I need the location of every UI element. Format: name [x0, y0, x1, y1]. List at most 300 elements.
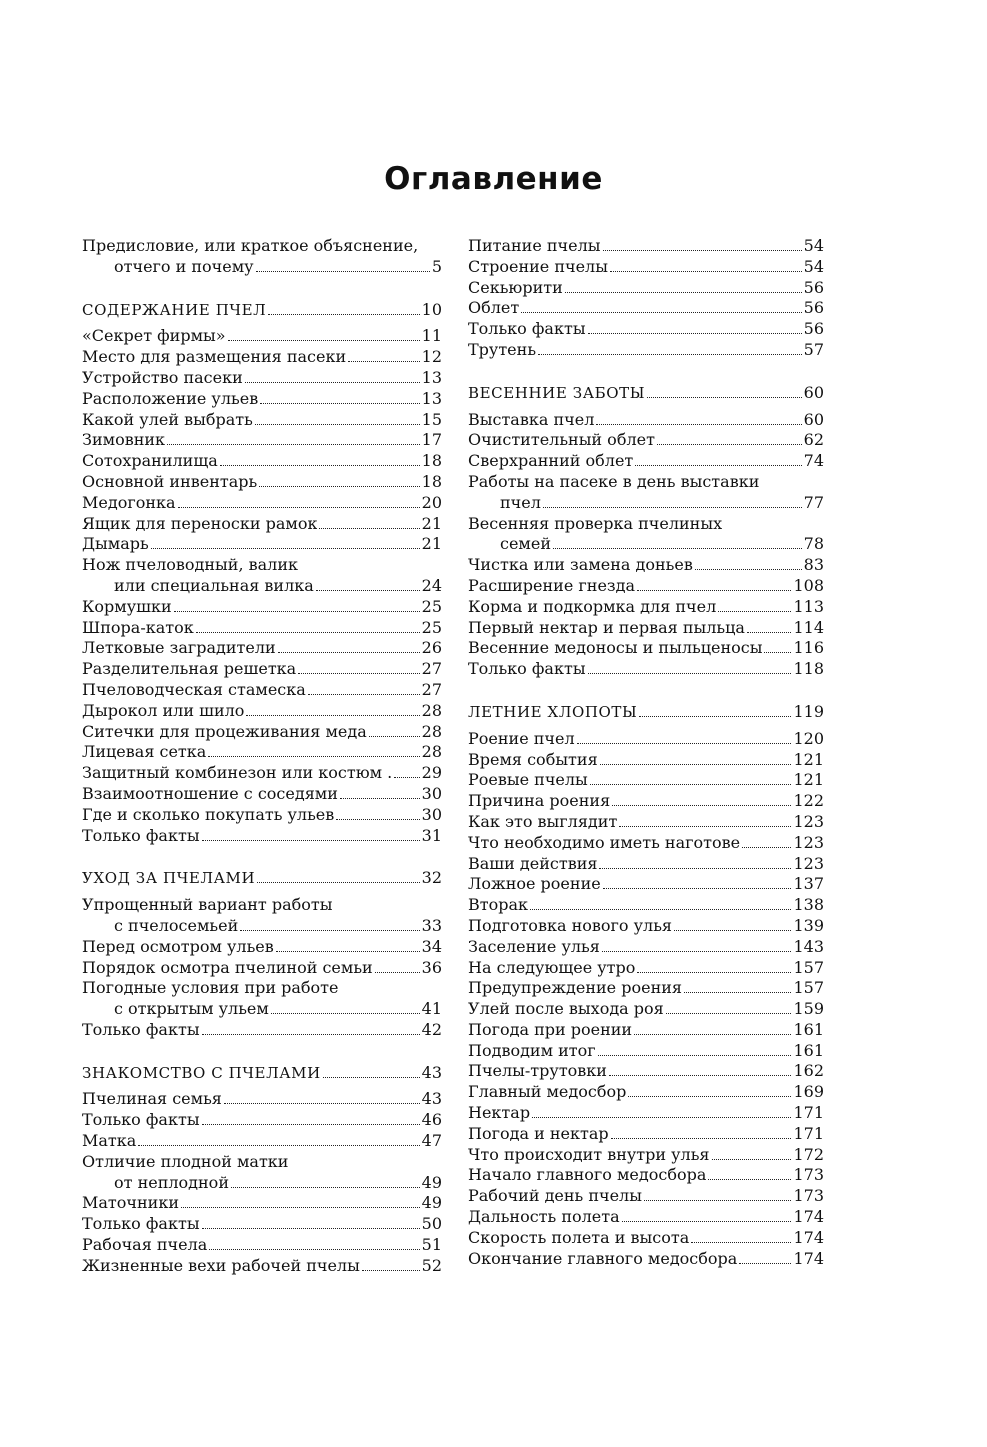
toc-entry-page: 161: [793, 1040, 824, 1060]
toc-entry-page: 77: [803, 492, 824, 512]
toc-section: [468, 383, 824, 680]
toc-entry[interactable]: [468, 812, 824, 833]
dot-leader: [718, 611, 791, 612]
toc-list: [468, 410, 824, 472]
toc-entry-title: Что необходимо иметь наготове: [468, 832, 741, 852]
dot-leader: [599, 868, 791, 869]
toc-list: [82, 1089, 442, 1151]
dot-leader: [635, 465, 801, 466]
toc-entry-page: 174: [793, 1248, 824, 1268]
dot-leader: [319, 528, 419, 529]
toc-entry[interactable]: [82, 680, 442, 701]
toc-entry-page: 83: [803, 555, 824, 575]
toc-entry[interactable]: [468, 978, 824, 999]
toc-entry-title: Выставка пчел: [468, 409, 595, 429]
toc-entry[interactable]: [468, 1020, 824, 1041]
toc-entry[interactable]: [82, 916, 442, 937]
toc-entry[interactable]: [82, 763, 442, 784]
toc-entry-title: Место для размещения пасеки: [82, 347, 347, 367]
toc-entry[interactable]: [82, 451, 442, 472]
dot-leader: [340, 798, 420, 799]
dot-leader: [220, 465, 420, 466]
toc-entry[interactable]: [468, 937, 824, 958]
toc-entry-page: 21: [421, 513, 442, 533]
toc-entry-title: Рабочий день пчелы: [468, 1186, 642, 1206]
toc-entry[interactable]: [82, 805, 442, 826]
toc-entry[interactable]: [82, 1214, 442, 1235]
toc-entry[interactable]: [468, 1082, 824, 1103]
toc-entry[interactable]: [468, 298, 824, 319]
toc-entry[interactable]: [82, 430, 442, 451]
section-page: 119: [793, 701, 824, 721]
toc-entry[interactable]: [468, 750, 824, 771]
dot-leader: [336, 819, 419, 820]
toc-entry[interactable]: [82, 257, 442, 278]
toc-entry[interactable]: [468, 1228, 824, 1249]
toc-entry-page: 13: [421, 367, 442, 387]
toc-entry-page: 169: [793, 1082, 824, 1102]
dot-leader: [708, 1179, 791, 1180]
toc-entry-title: Ложное роение: [468, 874, 601, 894]
toc-entry-title: Зимовник: [82, 430, 166, 450]
dot-leader: [174, 611, 420, 612]
dot-leader: [260, 403, 419, 404]
toc-entry-page: 27: [421, 659, 442, 679]
toc-entry-title: Как это выглядит: [468, 811, 618, 831]
dot-leader: [246, 715, 419, 716]
toc-entry-page: 54: [803, 256, 824, 276]
toc-entry-page: 108: [793, 575, 824, 595]
toc-entry[interactable]: [82, 534, 442, 555]
toc-section-continued: [468, 236, 824, 361]
toc-entry-page: 36: [421, 957, 442, 977]
toc-entry[interactable]: [82, 472, 442, 493]
dot-leader: [298, 673, 419, 674]
toc-entry-page: 18: [421, 451, 442, 471]
toc-list: [82, 1193, 442, 1276]
toc-entry-page: 49: [421, 1172, 442, 1192]
toc-entry-title: Подготовка нового улья: [468, 915, 672, 935]
dot-leader: [712, 1159, 792, 1160]
toc-entry-page: 123: [793, 832, 824, 852]
dot-leader: [394, 777, 419, 778]
toc-entry[interactable]: [82, 326, 442, 347]
toc-entry[interactable]: [82, 999, 442, 1020]
toc-entry-title: Устройство пасеки: [82, 367, 243, 387]
toc-entry-line[interactable]: Работы на пасеке в день выставки: [468, 471, 760, 491]
dot-leader: [637, 972, 791, 973]
toc-entry-page: 143: [793, 936, 824, 956]
dot-leader: [257, 882, 419, 883]
toc-entry[interactable]: [82, 1089, 442, 1110]
dot-leader: [538, 354, 802, 355]
dot-leader: [657, 444, 802, 445]
toc-entry[interactable]: [468, 555, 824, 576]
toc-entry[interactable]: [468, 319, 824, 340]
dot-leader: [209, 1249, 419, 1250]
toc-entry-title: Шпора-каток: [82, 617, 194, 637]
dot-leader: [208, 756, 419, 757]
toc-entry[interactable]: [82, 958, 442, 979]
toc-entry-line[interactable]: Нож пчеловодный, валик: [82, 555, 298, 575]
dot-leader: [609, 1075, 791, 1076]
toc-entry-title: Роение пчел: [468, 728, 575, 748]
dot-leader: [639, 716, 791, 717]
toc-entry[interactable]: [468, 638, 824, 659]
toc-entry-page: 52: [421, 1255, 442, 1275]
dot-leader: [739, 1263, 791, 1264]
toc-entry-title: Причина роения: [468, 791, 611, 811]
toc-entry-page: 116: [793, 638, 824, 658]
toc-entry[interactable]: [468, 1103, 824, 1124]
toc-entry-title: Только факты: [82, 1110, 200, 1130]
toc-entry-title: Летковые заградители: [82, 638, 276, 658]
toc-entry-page: 113: [793, 596, 824, 616]
dot-leader: [231, 1187, 420, 1188]
toc-entry-page: 56: [803, 319, 824, 339]
toc-entry-title: Корма и подкормка для пчел: [468, 596, 717, 616]
dot-leader: [695, 569, 802, 570]
toc-entry-title: Лицевая сетка: [82, 742, 207, 762]
dot-leader: [666, 1013, 792, 1014]
toc-entry-page: 46: [421, 1110, 442, 1130]
dot-leader: [611, 1138, 792, 1139]
toc-entry-title: Строение пчелы: [468, 256, 608, 276]
toc-entry-page: 47: [421, 1131, 442, 1151]
dot-leader: [600, 764, 792, 765]
toc-entry-title: Только факты: [468, 659, 586, 679]
toc-entry-line[interactable]: Весенняя проверка пчелиных: [468, 513, 723, 533]
toc-entry[interactable]: [468, 257, 824, 278]
toc-entry-title: Матка: [82, 1131, 137, 1151]
toc-entry-page: 56: [803, 277, 824, 297]
toc-entry[interactable]: [82, 742, 442, 763]
toc-entry[interactable]: [82, 493, 442, 514]
toc-entry-page: 162: [793, 1061, 824, 1081]
toc-entry[interactable]: [468, 451, 824, 472]
toc-entry-title: Что происходит внутри улья: [468, 1144, 710, 1164]
toc-entry-title: Начало главного медосбора: [468, 1165, 707, 1185]
toc-entry[interactable]: [468, 618, 824, 639]
toc-entry[interactable]: [468, 340, 824, 361]
toc-entry[interactable]: [468, 236, 824, 257]
dot-leader: [532, 1117, 791, 1118]
toc-entry-title: Расположение ульев: [82, 388, 259, 408]
toc-entry-title: Жизненные вехи рабочей пчелы: [82, 1255, 360, 1275]
dot-leader: [691, 1242, 791, 1243]
toc-entry-title: Ящик для переноски рамок: [82, 513, 318, 533]
dot-leader: [637, 590, 791, 591]
toc-entry-page: 11: [421, 326, 442, 346]
toc-entry[interactable]: [82, 618, 442, 639]
dot-leader: [598, 1055, 792, 1056]
toc-entry[interactable]: [82, 1235, 442, 1256]
dot-leader: [565, 292, 802, 293]
toc-entry-page: 28: [421, 742, 442, 762]
dot-leader: [634, 1034, 791, 1035]
toc-entry-title: Время события: [468, 749, 598, 769]
dot-leader: [674, 930, 791, 931]
toc-entry[interactable]: [468, 874, 824, 895]
toc-entry-page: 33: [421, 915, 442, 935]
toc-entry-page: 15: [421, 409, 442, 429]
toc-entry-title: пчел: [500, 492, 541, 512]
toc-section: [468, 702, 824, 1270]
toc-section-heading[interactable]: [468, 383, 824, 404]
toc-section-heading[interactable]: [82, 300, 442, 321]
toc-entry-page: 29: [421, 763, 442, 783]
toc-entry-line[interactable]: Погодные условия при работе: [82, 978, 339, 998]
section-page: 32: [421, 868, 442, 888]
toc-entry[interactable]: [468, 576, 824, 597]
toc-list: [82, 326, 442, 555]
dot-leader: [271, 1013, 420, 1014]
toc-entry[interactable]: [82, 1193, 442, 1214]
toc-entry[interactable]: [468, 1061, 824, 1082]
toc-entry-page: 174: [793, 1227, 824, 1247]
toc-entry[interactable]: [82, 701, 442, 722]
toc-entry-title: Секьюрити: [468, 277, 563, 297]
toc-entry[interactable]: [468, 895, 824, 916]
toc-entry-title: Перед осмотром ульев: [82, 936, 274, 956]
toc-entry-title: Только факты: [82, 1214, 200, 1234]
toc-entry[interactable]: [468, 916, 824, 937]
toc-entry-title: Питание пчелы: [468, 236, 601, 255]
toc-entry[interactable]: [468, 1249, 824, 1270]
toc-entry-page: 28: [421, 721, 442, 741]
dot-leader: [228, 340, 420, 341]
toc-entry-page: 137: [793, 874, 824, 894]
dot-leader: [596, 424, 801, 425]
toc-entry-title: Кормушки: [82, 596, 172, 616]
dot-leader: [178, 507, 420, 508]
toc-list: [82, 937, 442, 979]
dot-leader: [612, 805, 791, 806]
toc-entry-title: Рабочая пчела: [82, 1235, 208, 1255]
toc-entry-page: 50: [421, 1214, 442, 1234]
toc-entry-page: 123: [793, 853, 824, 873]
toc-entry[interactable]: [82, 576, 442, 597]
dot-leader: [151, 548, 420, 549]
toc-entry-title: Только факты: [468, 319, 586, 339]
toc-entry[interactable]: [82, 826, 442, 847]
toc-entry[interactable]: [468, 534, 824, 555]
toc-list: [82, 597, 442, 847]
toc-entry-page: 18: [421, 471, 442, 491]
dot-leader: [543, 507, 802, 508]
section-title: ЛЕТНИЕ ХЛОПОТЫ: [468, 702, 638, 721]
toc-entry-title: или специальная вилка: [114, 575, 314, 595]
dot-leader: [308, 694, 420, 695]
toc-entry[interactable]: [82, 937, 442, 958]
dot-leader: [259, 486, 419, 487]
toc-entry-title: Очистительный облет: [468, 430, 655, 450]
toc-entry[interactable]: [468, 278, 824, 299]
toc-entry[interactable]: [82, 638, 442, 659]
toc-entry-page: 159: [793, 999, 824, 1019]
toc-entry-page: 157: [793, 957, 824, 977]
toc-entry-title: Дальность полета: [468, 1207, 620, 1227]
toc-entry-title: Только факты: [82, 825, 200, 845]
toc-entry[interactable]: [468, 1207, 824, 1228]
toc-entry[interactable]: [468, 1186, 824, 1207]
toc-entry-title: Чистка или замена доньев: [468, 555, 693, 575]
toc-entry-page: 171: [793, 1123, 824, 1143]
toc-entry-title: Погода при роении: [468, 1019, 633, 1039]
toc-entry-title: отчего и почему: [114, 256, 254, 276]
toc-section-heading[interactable]: [82, 1063, 442, 1084]
toc-entry[interactable]: [468, 770, 824, 791]
toc-entry[interactable]: [82, 368, 442, 389]
toc-entry[interactable]: [468, 493, 824, 514]
toc-entry-page: 12: [421, 347, 442, 367]
toc-entry-title: Сотохранилища: [82, 451, 218, 471]
toc-entry-title: Подводим итог: [468, 1040, 596, 1060]
section-title: ВЕСЕННИЕ ЗАБОТЫ: [468, 383, 646, 402]
toc-entry[interactable]: [468, 791, 824, 812]
toc-entry[interactable]: [468, 1041, 824, 1062]
toc-entry[interactable]: [82, 1256, 442, 1277]
toc-entry-title: Нектар: [468, 1103, 531, 1123]
toc-entry[interactable]: [82, 1020, 442, 1041]
toc-entry-title: Главный медосбор: [468, 1082, 627, 1102]
toc-entry-title: Расширение гнезда: [468, 575, 636, 595]
toc-section-heading[interactable]: [82, 868, 442, 889]
toc-entry-page: 25: [421, 617, 442, 637]
toc-entry-page: 49: [421, 1193, 442, 1213]
toc-entry-page: 28: [421, 700, 442, 720]
toc-entry-page: 43: [421, 1089, 442, 1109]
toc-entry-page: 123: [793, 811, 824, 831]
dot-leader: [742, 847, 791, 848]
dot-leader: [202, 1228, 420, 1229]
dot-leader: [553, 548, 802, 549]
toc-entry-page: 57: [803, 339, 824, 359]
toc-entry-title: Порядок осмотра пчелиной семьи: [82, 957, 373, 977]
toc-entry[interactable]: [82, 389, 442, 410]
toc-entry-page: 139: [793, 915, 824, 935]
toc-entry-title: Дырокол или шило: [82, 700, 245, 720]
dot-leader: [610, 271, 802, 272]
dot-leader: [256, 271, 430, 272]
toc-list: [468, 236, 824, 361]
toc-entry-page: 27: [421, 679, 442, 699]
section-page: 43: [421, 1062, 442, 1082]
toc-entry[interactable]: [468, 1145, 824, 1166]
toc-entry-title: Улей после выхода роя: [468, 999, 664, 1019]
toc-entry[interactable]: [82, 722, 442, 743]
dot-leader: [590, 784, 792, 785]
section-title: ЗНАКОМСТВО С ПЧЕЛАМИ: [82, 1063, 321, 1082]
dot-leader: [224, 1103, 420, 1104]
dot-leader: [276, 951, 420, 952]
toc-entry-title: Сверхранний облет: [468, 451, 634, 471]
dot-leader: [628, 1096, 791, 1097]
dot-leader: [202, 1124, 420, 1125]
toc-entry-page: 120: [793, 728, 824, 748]
dot-leader: [255, 424, 420, 425]
dot-leader: [369, 736, 420, 737]
toc-entry-title: Первый нектар и первая пыльца: [468, 617, 745, 637]
toc-entry[interactable]: [468, 729, 824, 750]
toc-entry[interactable]: [468, 854, 824, 875]
toc-entry-title: Основной инвентарь: [82, 471, 258, 491]
toc-entry[interactable]: [82, 514, 442, 535]
toc-entry-title: Пчелиная семья: [82, 1089, 222, 1109]
toc-entry-page: 138: [793, 895, 824, 915]
dot-leader: [521, 312, 801, 313]
dot-leader: [268, 314, 419, 315]
toc-entry[interactable]: [468, 999, 824, 1020]
toc-entry-page: 121: [793, 749, 824, 769]
toc-entry[interactable]: [468, 430, 824, 451]
dot-leader: [202, 840, 420, 841]
toc-entry[interactable]: [82, 1110, 442, 1131]
toc-entry-title: На следующее утро: [468, 957, 636, 977]
toc-entry[interactable]: [468, 1124, 824, 1145]
dot-leader: [323, 1077, 420, 1078]
toc-entry-page: 62: [803, 430, 824, 450]
toc-entry[interactable]: [82, 410, 442, 431]
dot-leader: [375, 972, 420, 973]
toc-entry-page: 56: [803, 298, 824, 318]
toc-entry-title: Взаимоотношение с соседями: [82, 783, 338, 803]
toc-entry[interactable]: [82, 597, 442, 618]
toc-entry-page: 25: [421, 596, 442, 616]
dot-leader: [764, 652, 791, 653]
toc-left-column: [82, 236, 442, 1299]
toc-entry[interactable]: [468, 1165, 824, 1186]
toc-entry-line[interactable]: Упрощенный вариант работы: [82, 895, 333, 915]
toc-entry-line[interactable]: Предисловие, или краткое объяснение,: [82, 236, 419, 255]
toc-entry-page: 41: [421, 999, 442, 1019]
toc-right-column: [468, 236, 824, 1291]
toc-entry[interactable]: [468, 659, 824, 680]
toc-entry-title: Маточники: [82, 1193, 179, 1213]
toc-entry-title: Какой улей выбрать: [82, 409, 253, 429]
dot-leader: [588, 333, 802, 334]
toc-entry-title: Роевые пчелы: [468, 770, 588, 790]
section-page: 10: [421, 299, 442, 319]
dot-leader: [622, 1221, 792, 1222]
toc-entry-page: 17: [421, 430, 442, 450]
toc-entry[interactable]: [468, 410, 824, 431]
toc-entry-title: семей: [500, 534, 552, 554]
toc-section-heading[interactable]: [468, 702, 824, 723]
dot-leader: [348, 361, 419, 362]
toc-entry[interactable]: [82, 347, 442, 368]
toc-entry-page: 173: [793, 1186, 824, 1206]
dot-leader: [181, 1207, 420, 1208]
toc-entry-title: от неплодной: [114, 1172, 229, 1192]
toc-section: [82, 868, 442, 1040]
page-title: Оглавление: [384, 161, 603, 197]
toc-entry-title: Весенние медоносы и пыльценосы: [468, 638, 763, 658]
toc-entry[interactable]: [82, 1131, 442, 1152]
toc-entry[interactable]: [82, 1173, 442, 1194]
dot-leader: [278, 652, 420, 653]
toc-entry-line[interactable]: Отличие плодной матки: [82, 1151, 289, 1171]
toc-entry[interactable]: [82, 659, 442, 680]
toc-entry[interactable]: [82, 784, 442, 805]
toc-entry[interactable]: [468, 958, 824, 979]
toc-entry-page: 24: [421, 575, 442, 595]
toc-entry-title: Медогонка: [82, 492, 176, 512]
dot-leader: [747, 632, 791, 633]
toc-entry[interactable]: [468, 833, 824, 854]
toc-entry-page: 157: [793, 978, 824, 998]
toc-entry[interactable]: [468, 597, 824, 618]
